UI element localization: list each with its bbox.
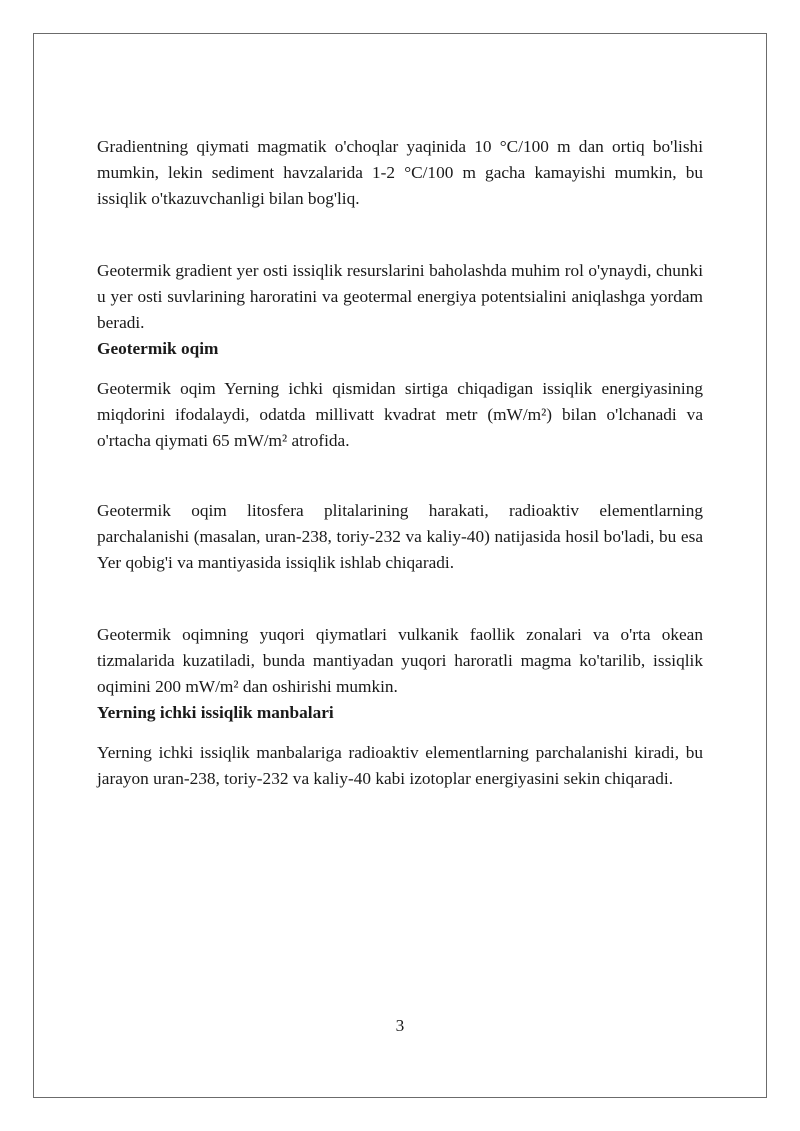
page-number: 3	[395, 1016, 405, 1035]
heading-internal-heat-sources: Yerning ichki issiqlik manbalari	[97, 703, 334, 722]
page-content	[97, 134, 703, 792]
paragraph-gradient-role: Geotermik gradient yer osti issiqlik resurslarini baholashda muhim rol o'ynaydi, chunki u yer osti suvlarining haroratini va geotermal energiya potentsialini aniqlashga yordam beradi.	[97, 261, 703, 332]
paragraph-internal-sources: Yerning ichki issiqlik manbalariga radioaktiv elementlarning parchalanishi kiradi, bu jarayon uran-238, toriy-232 va kaliy-40 kabi izotoplar energiyasini sekin chiqaradi.	[97, 743, 703, 788]
paragraph-gradient-values: Gradientning qiymati magmatik o'choqlar yaqinida 10 °C/100 m dan ortiq bo'lishi mumkin, lekin sediment havzalarida 1-2 °C/100 m gacha kamayishi mumkin, bu issiqlik o'tkazuvchanligi bilan bog'liq.	[97, 137, 703, 208]
paragraph-flow-definition: Geotermik oqim Yerning ichki qismidan sirtiga chiqadigan issiqlik energiyasining miqdorini ifodalaydi, odatda millivatt kvadrat metr (mW/m²) bilan o'lchanadi va o'rtacha qiymati 65 mW/m² atrofida.	[97, 379, 703, 450]
heading-geothermal-flow: Geotermik oqim	[97, 339, 219, 358]
paragraph-flow-high-values: Geotermik oqimning yuqori qiymatlari vulkanik faollik zonalari va o'rta okean tizmalarida kuzatiladi, bunda mantiyadan yuqori haroratli magma ko'tarilib, issiqlik oqimini 200 mW/m² dan oshirishi mumkin.	[97, 625, 703, 696]
paragraph-flow-sources: Geotermik oqim litosfera plitalarining harakati, radioaktiv elementlarning parchalanishi (masalan, uran-238, toriy-232 va kaliy-40) natijasida hosil bo'ladi, bu esa Yer qobig'i va mantiyasida issiqlik ishlab chiqaradi.	[97, 501, 703, 572]
